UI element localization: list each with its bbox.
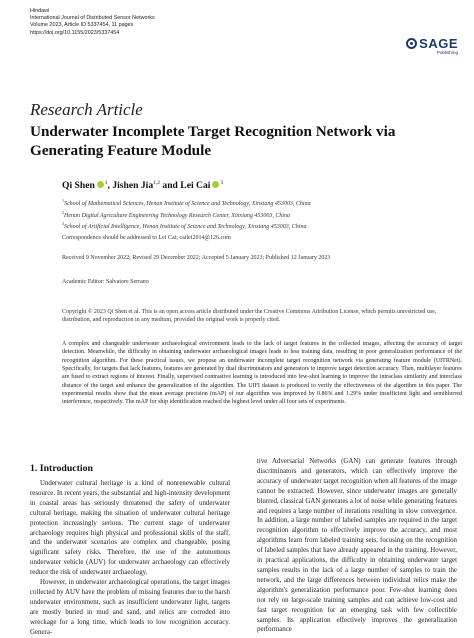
copyright-notice: Copyright © 2023 Qi Shen et al. This is an open access article distributed under the Creative Commons Attribution License, which permits unrestricted use, distribution, and reproduction in any medium, provided the original work is properly cited. — [62, 309, 437, 324]
orcid-icon[interactable] — [212, 181, 219, 188]
body-column-left — [30, 479, 230, 638]
author-affil-sup: 3 — [220, 180, 224, 186]
publisher-logo — [406, 36, 458, 55]
affiliation: $^1$School of Mathematical Sciences, Henan Institute of Science and Technology, Xinxiang 453003, China — [62, 198, 311, 207]
and-word: and — [162, 180, 178, 191]
article-dates: Received 9 November 2022; Revised 29 December 2022; Accepted 5 January 2023; Published 12 January 2023 — [62, 255, 331, 261]
academic-editor: Academic Editor: Salvatore Serrano — [62, 279, 149, 285]
article-type: Research Article — [30, 100, 143, 119]
journal-line: Volume 2023, Article ID 5337454, 11 pages — [30, 22, 134, 29]
paragraph: However, in underwater archaeological operations, the target images collected by AUV have the problem of missing features due to the harsh underwater environment, such as insufficient underwater light, targets are mostly buried in mud and sand, and relics are corroded into wreckage for a long time, which leads to low recognition accuracy. Genera- — [30, 579, 230, 636]
article-title: Underwater Incomplete Target Recognition Network via Generating Feature Module — [30, 123, 396, 159]
affiliation: $^3$School of Artificial Intelligence, Henan Institute of Science and Technology, Xinxiang 453003, China — [62, 221, 307, 231]
logo-text: SAGE — [419, 36, 458, 51]
paragraph: tive Adversarial Networks (GAN) can generate features through discriminators and generators, which can effectively improve the accuracy of underwater target recognition when all features of the image cannot be extracted. However, since underwater images are generally blurred, classical GAN generates a lot of noise while generating features and requires a large number of iterations resulting in slow convergence. In addition, a large number of labeled samples are required in the target recognition algorithm to effectively improve the accuracy, and most algorithms learn from labeled training sets, focusing on the recognition of labeled samples that have already appeared in the training. However, in practical applications, the difficulty in obtaining underwater target samples results in the lack of a large number of samples to train the network, and the large differences between individual relics make the algorithm's generalization performance poor. Few-shot learning does not rely on large-scale training samples and can achieve low-cost and fast target recognition for an emerging task with few collectible samples. Its application effectively improves the generalization performance — [257, 458, 457, 634]
author-name: Qi Shen — [62, 180, 95, 191]
orcid-icon[interactable] — [97, 181, 104, 188]
affiliation: $^2$Henan Digital Agriculture Engineering Technology Research Center, Xinxiang 453003, China — [62, 209, 291, 219]
author-affil-sup: 1 — [104, 180, 108, 186]
logo-subtext: Publishing — [436, 50, 458, 55]
affiliations — [62, 197, 311, 232]
section-heading: 1. Introduction — [30, 463, 93, 474]
journal-info — [30, 8, 155, 37]
author-name: Jishen Jia — [112, 180, 154, 191]
doi-link[interactable]: https://doi.org/10.1155/2023/5337454 — [30, 29, 120, 36]
sage-logo-icon — [406, 38, 417, 49]
paragraph: Underwater cultural heritage is a kind of nonrenewable cultural resource. In recent years, the substantial and high-intensity development in coastal areas has seriously threatened the safety of underwater cultural heritage, making the situation of underwater cultural heritage protection increasingly serious. The current stage of underwater archaeology requires high physical and professional skills of the staff, and the underwater scenarios are complex and changeable, posing significant safety risks. Therefore, the use of the autonomous underwater vehicle (AUV) for underwater archaeology can effectively reduce the risk of underwater archaeology. — [30, 480, 230, 577]
author-affil-sup: 1,2 — [153, 180, 161, 186]
author-list: Qi Shen $^1$, Jishen Jia$^{1,2}$ and Lei Cai $^3$ — [62, 180, 224, 191]
correspondence: Correspondence should be addressed to Lei Cai; cailei2014@126.com — [62, 235, 231, 241]
body-column-right — [257, 457, 457, 635]
journal-line: Hindawi — [30, 8, 50, 14]
abstract: A complex and changeable underwater archaeological environment leads to the lack of target features in the collected images, affecting the accuracy of target detection. Meanwhile, the difficulty in obtaining underwater archaeological images leads to less training data, resulting in poor generalization performance of the recognition algorithm. For these practical issues, we propose an underwater incomplete target recognition network via generating feature module (UITRNet). Specifically, for targets that lack features, features are generated by dual discriminators and generators to improve target detection accuracy. Then, multilayer features are fused to extract regions of interest. Finally, supervised contrastive learning is introduced into few-shot learning to improve the intraclass similarity and interclass distance of the target and enhance the generalization of the algorithm. The UIFI dataset is produced to verify the effectiveness of the algorithm in this paper. The experimental results show that the mean average precision (mAP) of our algorithm was improved by 0.86% and 1.29% under insufficient light and semiblurred interference, respectively. The mAP for ship identification reached the highest level under all four sets of experiments. — [62, 341, 462, 406]
author-name: Lei Cai — [180, 180, 211, 191]
journal-line: International Journal of Distributed Sensor Networks — [30, 15, 155, 22]
